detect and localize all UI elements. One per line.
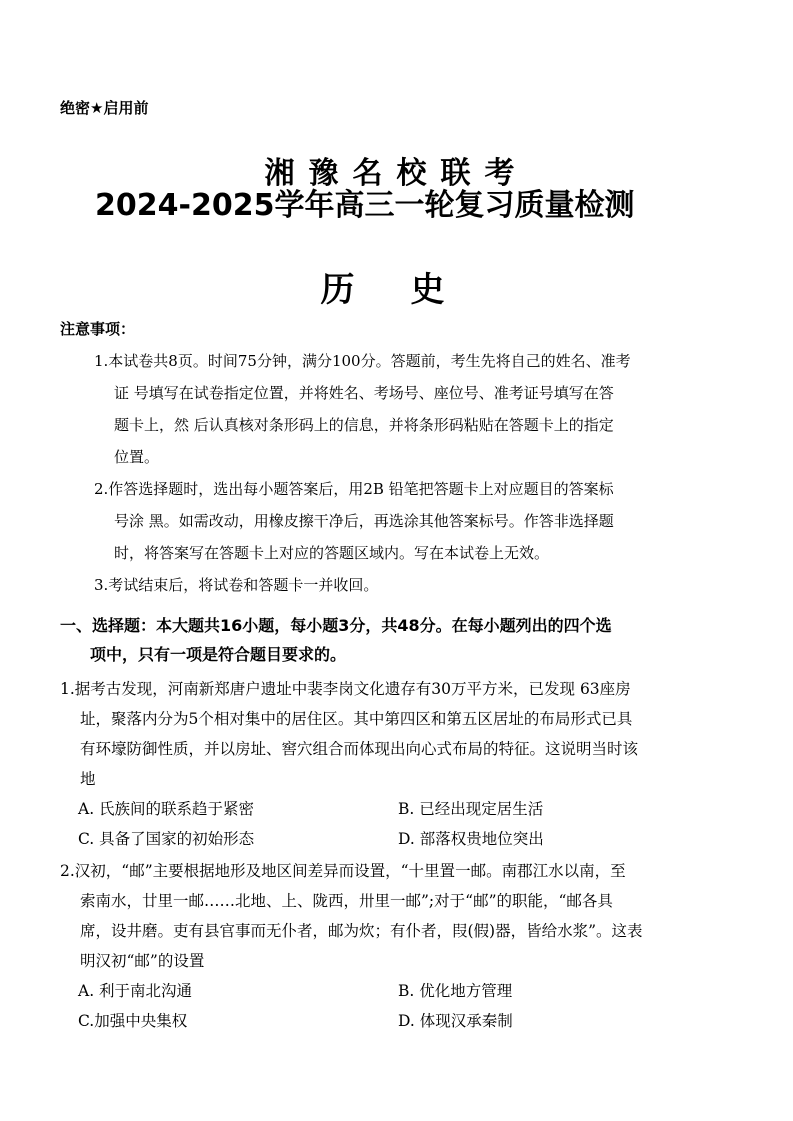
question-1 [60,674,740,854]
section-heading-line: 一、选择题：本大题共16小题，每小题3分，共48分。在每小题列出的四个选 [60,616,612,635]
notice-line: 3.考试结束后，将试卷和答题卡一并收回。 [94,576,379,594]
stem-line: 有环壕防御性质，并以房址、窖穴组合而体现出向心式布局的特征。这说明当时该 [80,740,639,758]
options [78,976,740,1036]
option-d: D. 体现汉承秦制 [398,1012,513,1030]
stem-line: 2.汉初，“邮”主要根据地形及地区间差异而设置，“十里置一邮。南郡江水以南，至 [60,862,626,880]
option-b: B. 已经出现定居生活 [398,800,544,818]
section-heading-line: 项中，只有一项是符合题目要求的。 [90,645,347,664]
notice-item [94,473,734,569]
stem-line: 地 [80,770,96,788]
notice-line: 题卡上，然 后认真核对条形码上的信息，并将条形码粘贴在答题卡上的指定 [114,416,614,434]
exam-union-title: 湘豫名校联考 [264,156,529,191]
stem-line: 索南水，廿里一邮……北地、上、陇西，卅里一邮”;对于“邮”的职能，“邮各具 [80,892,613,910]
notice-line: 号涂 黑。如需改动，用橡皮擦干净后，再选涂其他答案标号。作答非选择题 [114,512,614,530]
option-a: A. 氏族间的联系趋于紧密 [78,800,255,818]
stem-line: 1.据考古发现，河南新郑唐户遗址中裴李岗文化遗存有30万平方米，已发现 63座房 [60,680,631,698]
notice-line: 时，将答案写在答题卡上对应的答题区域内。写在本试卷上无效。 [114,544,550,562]
notice-list [94,345,734,601]
exam-title: 2024-2025学年高三一轮复习质量检测 [95,188,635,223]
stem-line: 席，设井磨。吏有县官事而无仆者，邮为炊；有仆者，叚(假)器，皆给水浆”。这表 [80,922,643,940]
section-heading [60,611,700,669]
question-stem [60,674,740,794]
confidential-label: 绝密★启用前 [60,99,149,117]
notice-item [94,569,734,601]
option-c: C. 具备了国家的初始形态 [78,830,255,848]
notice-line: 1.本试卷共8页。时间75分钟，满分100分。答题前，考生先将自己的姓名、准考 [94,352,631,370]
notice-heading: 注意事项： [60,320,136,338]
notice-item [94,345,734,473]
question-stem [60,856,740,976]
notice-line: 位置。 [114,448,160,466]
question-2 [60,856,740,1036]
options [78,794,740,854]
stem-line: 址，聚落内分为5个相对集中的居住区。其中第四区和第五区居址的布局形式已具 [80,710,633,728]
option-d: D. 部落权贵地位突出 [398,830,544,848]
stem-line: 明汉初“邮”的设置 [80,952,205,970]
subject-title: 历史 [320,270,501,310]
option-a: A. 利于南北沟通 [78,982,193,1000]
option-b: B. 优化地方管理 [398,982,513,1000]
option-c: C.加强中央集权 [78,1012,188,1030]
notice-line: 证 号填写在试卷指定位置，并将姓名、考场号、座位号、准考证号填写在答 [114,384,614,402]
notice-line: 2.作答选择题时，选出每小题答案后，用2B 铅笔把答题卡上对应题目的答案标 [94,480,614,498]
